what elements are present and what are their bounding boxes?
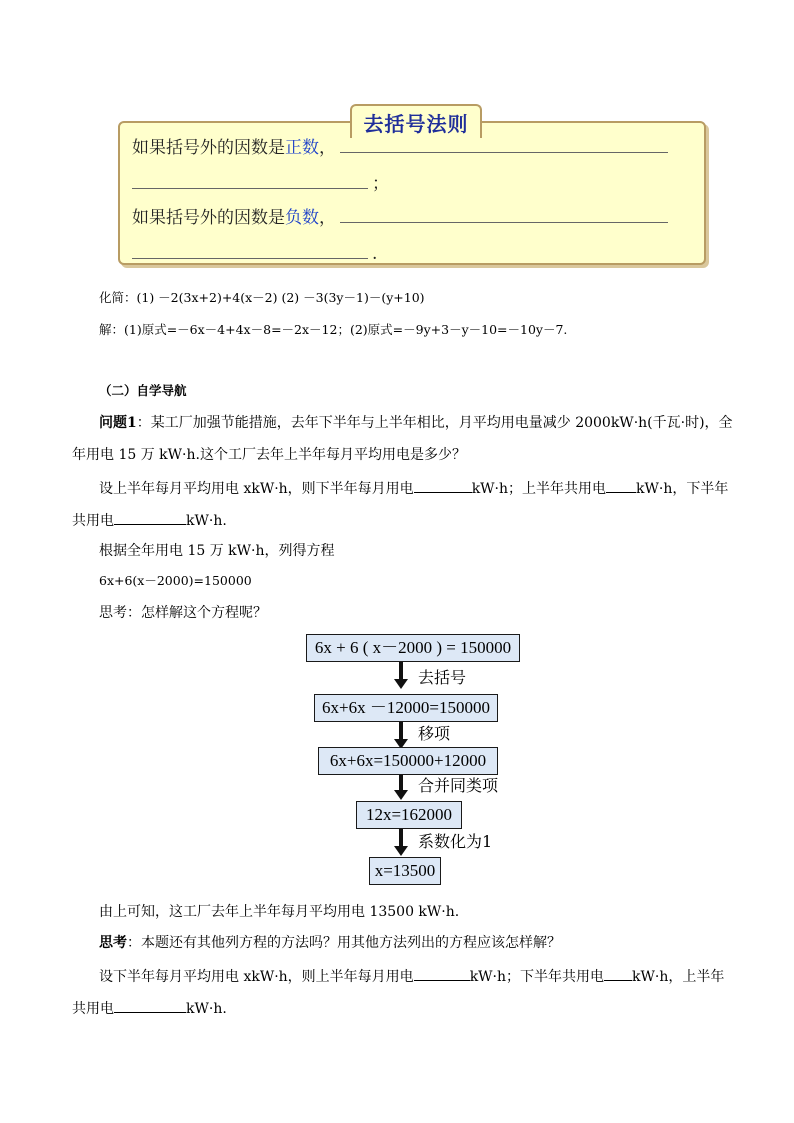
flow-arrowhead-1 xyxy=(394,679,408,689)
blank-first-half-total[interactable] xyxy=(606,478,636,493)
problem1-setup: 设上半年每月平均用电 xkW·h，则下半年每月用电 kW·h；上半年共用电 kW·h，下半年 xyxy=(99,478,728,498)
rule-blank-2[interactable] xyxy=(132,170,368,189)
alt-setup: 设下半年每月平均用电 xkW·h，则上半年每月用电 kW·h；下半年共用电 kW·h，上半年 xyxy=(99,966,724,986)
flow-arrowhead-4 xyxy=(394,846,408,856)
think2-label: 思考 xyxy=(99,935,127,951)
positive-highlight: 正数 xyxy=(285,138,319,158)
flow-box-3: 6x+6x=150000+12000 xyxy=(318,747,498,775)
problem1-think: 思考：怎样解这个方程呢？ xyxy=(99,605,267,621)
alt-setup-cont: 共用电 kW·h. xyxy=(72,998,227,1018)
problem1-equation: 6x+6(x－2000)=150000 xyxy=(99,573,252,588)
flow-box-5: x=13500 xyxy=(369,857,441,885)
problem1-line1: 问题1：某工厂加强节能措施，去年下半年与上半年相比，月平均用电量减少 2000kW·h(千瓦·时)，全 xyxy=(99,415,733,431)
flow-arrow-3 xyxy=(399,775,403,791)
rule-line-4: . xyxy=(132,240,377,265)
blank-first-half-total-alt[interactable] xyxy=(114,998,186,1013)
flow-box-1: 6x + 6 ( x－2000 ) = 150000 xyxy=(306,634,520,662)
flow-step-2: 移项 xyxy=(418,724,451,743)
flow-arrow-4 xyxy=(399,829,403,847)
rule-blank-3[interactable] xyxy=(340,204,668,223)
example-question: 化简：(1) －2(3x+2)+4(x－2) (2) －3(3y－1)－(y+10) xyxy=(99,290,425,305)
section-title: （二）自学导航 xyxy=(99,383,187,398)
flow-arrowhead-3 xyxy=(394,790,408,800)
blank-second-half-total[interactable] xyxy=(114,510,186,525)
problem1-line2: 年用电 15 万 kW·h.这个工厂去年上半年每月平均用电是多少？ xyxy=(72,447,466,463)
conclusion: 由上可知，这工厂去年上半年每月平均用电 13500 kW·h. xyxy=(99,904,460,920)
think2: 思考：本题还有其他列方程的方法吗？用其他方法列出的方程应该怎样解？ xyxy=(99,935,561,951)
flow-box-2: 6x+6x －12000=150000 xyxy=(314,694,498,722)
flow-step-3: 合并同类项 xyxy=(418,776,499,795)
blank-second-half-monthly[interactable] xyxy=(414,478,472,493)
flow-step-1: 去括号 xyxy=(418,668,467,687)
problem1-label: 问题1 xyxy=(99,415,137,431)
blank-second-half-total-alt[interactable] xyxy=(604,966,632,981)
negative-highlight: 负数 xyxy=(285,208,319,228)
flow-step-4: 系数化为1 xyxy=(418,832,493,851)
problem1-setup-cont: 共用电 kW·h. xyxy=(72,510,227,530)
flow-box-4: 12x=162000 xyxy=(356,801,462,829)
flow-arrow-2 xyxy=(399,722,403,740)
rule-line-3: 如果括号外的因数是负数， xyxy=(132,204,668,229)
rule-line-1: 如果括号外的因数是正数， xyxy=(132,134,668,159)
flow-arrow-1 xyxy=(399,662,403,680)
rule-title: 去括号法则 xyxy=(363,112,469,136)
blank-first-half-monthly[interactable] xyxy=(414,966,470,981)
example-solution: 解：(1)原式=－6x－4+4x－8=－2x－12；(2)原式=－9y+3－y－10=－10y－7. xyxy=(99,322,568,337)
rule-blank-4[interactable] xyxy=(132,240,368,259)
rule-line-2: ； xyxy=(132,170,389,195)
problem1-according: 根据全年用电 15 万 kW·h，列得方程 xyxy=(99,543,335,559)
